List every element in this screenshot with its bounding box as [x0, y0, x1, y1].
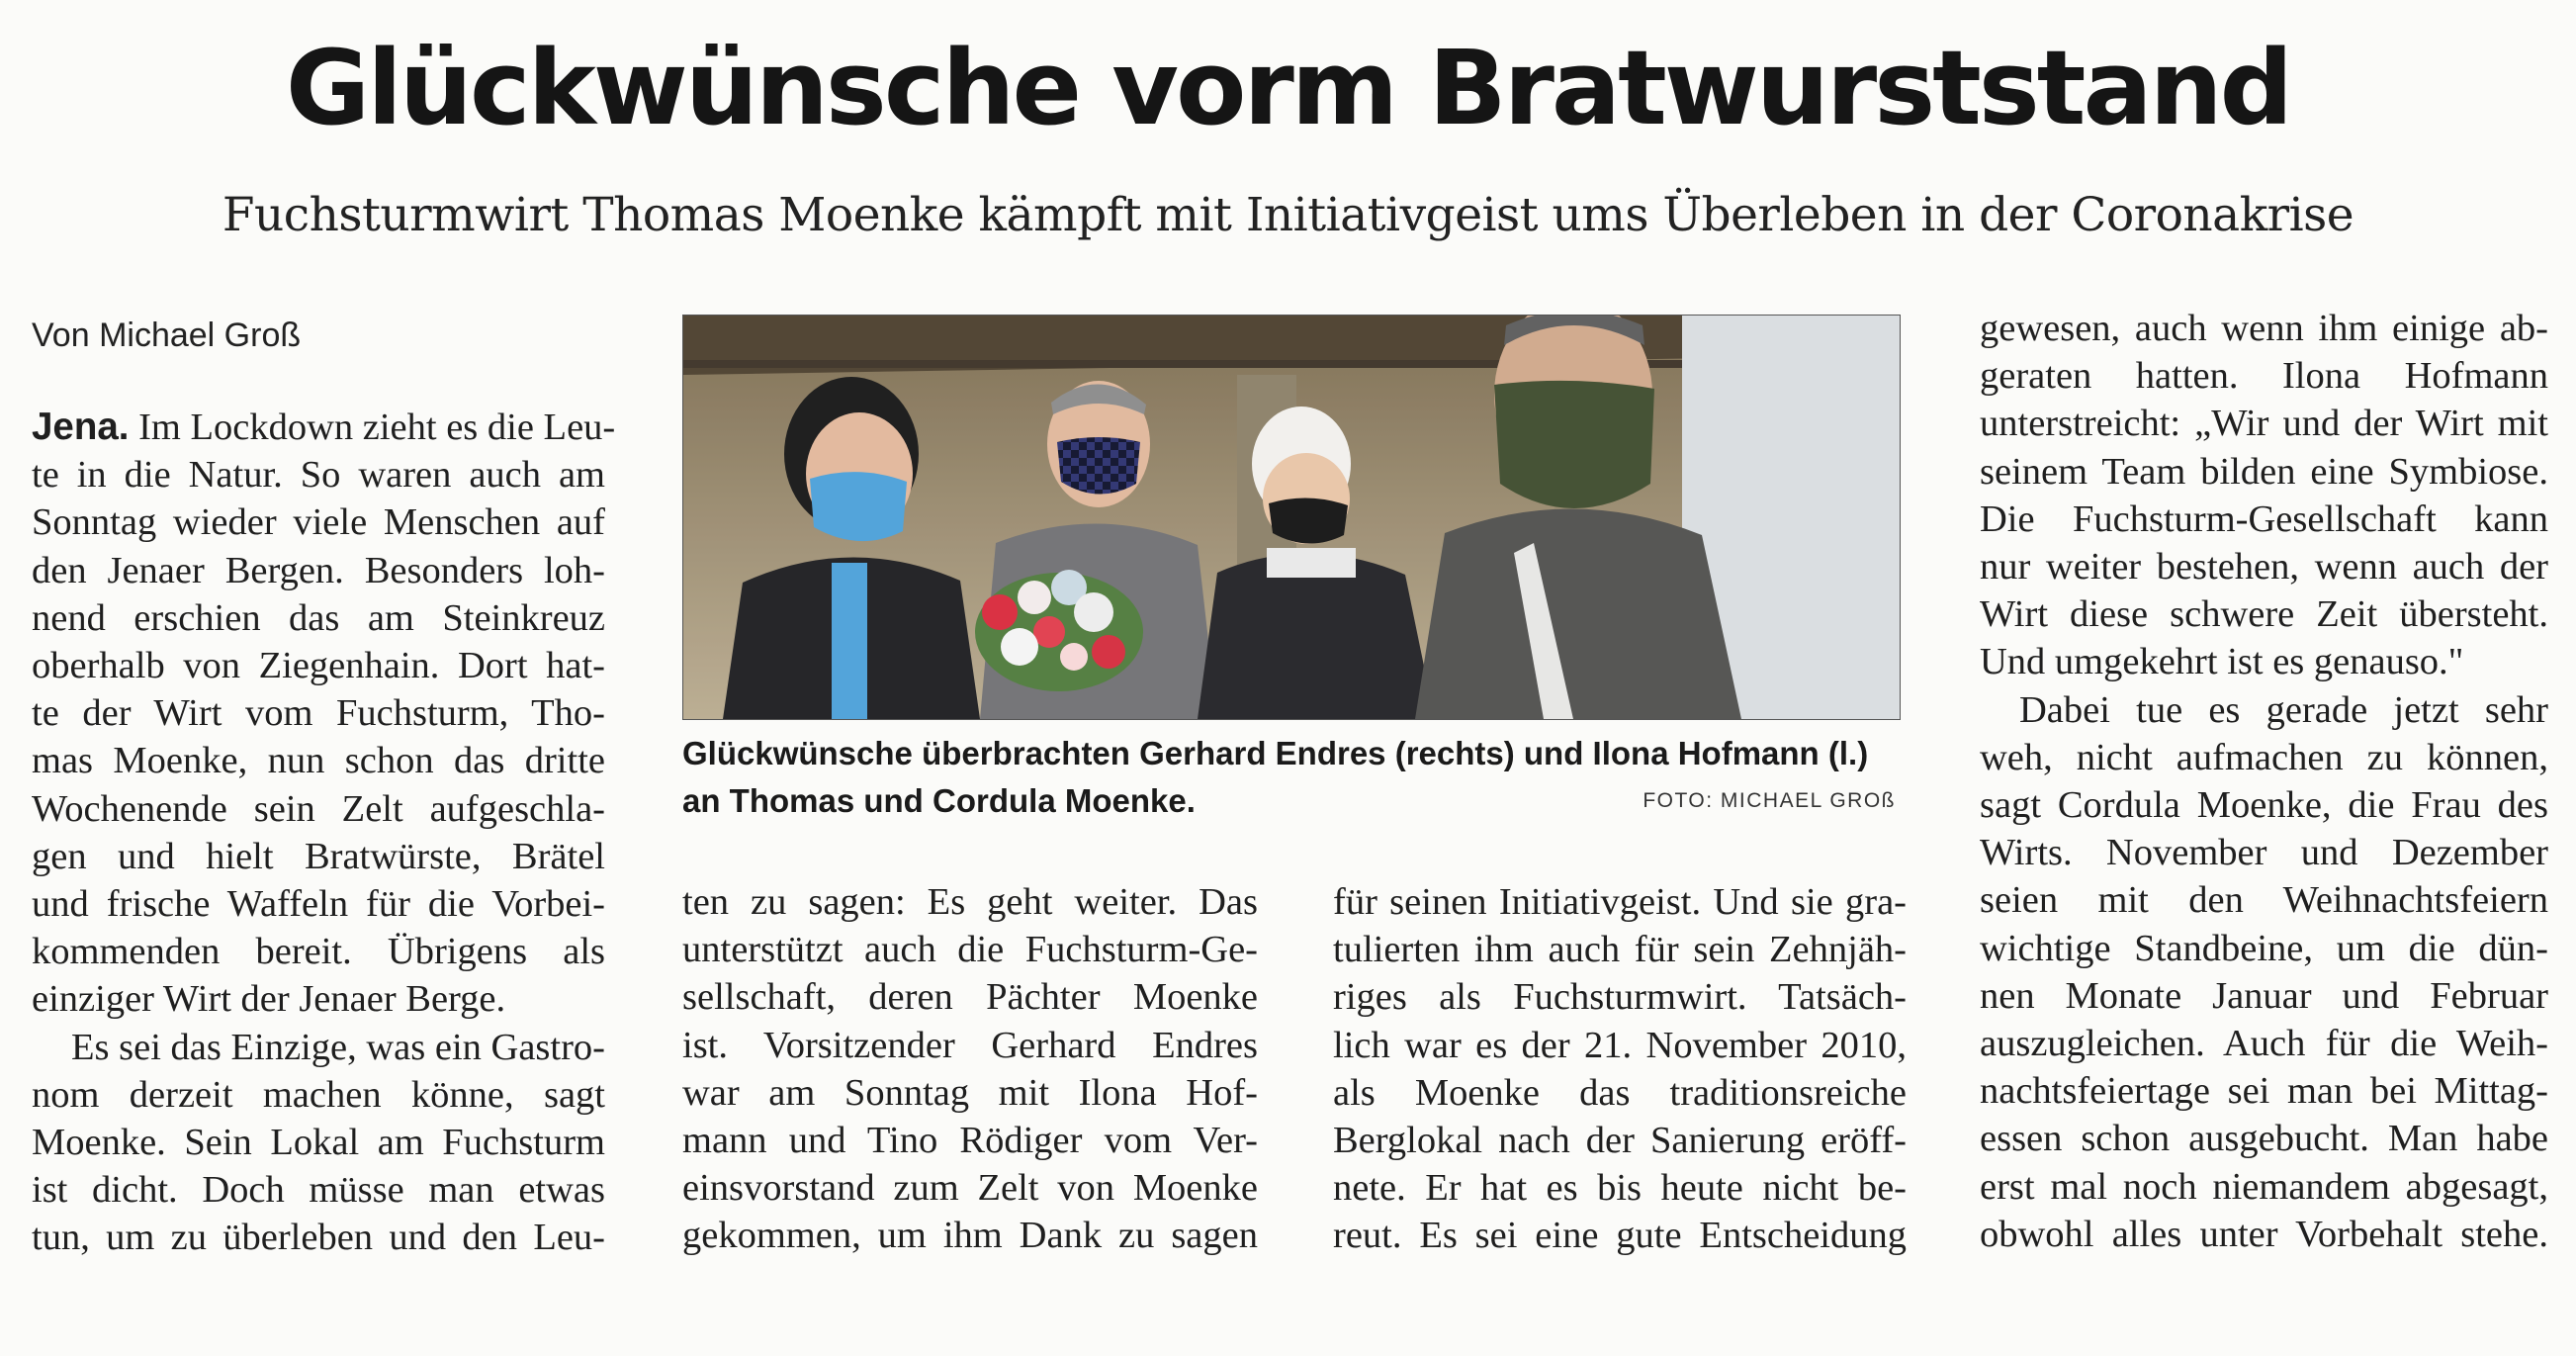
photo-credit: FOTO: MICHAEL GROß	[1643, 789, 1896, 812]
text-line: als Moenke das traditionsreiche	[1333, 1071, 1907, 1114]
text-line: Wochenende sein Zelt aufgeschla-	[32, 787, 605, 830]
text-line: Moenke. Sein Lokal am Fuchsturm	[32, 1122, 605, 1164]
text-line: gekommen, um ihm Dank zu sagen	[682, 1215, 1258, 1257]
text-line: nom derzeit machen könne, sagt	[32, 1073, 605, 1116]
text-line: obwohl alles unter Vorbehalt stehe.	[1980, 1213, 2548, 1255]
text-line: Wirt diese schwere Zeit übersteht.	[1980, 593, 2548, 636]
text-line: lich war es der 21. November 2010,	[1333, 1024, 1907, 1066]
text-line: kommenden bereit. Übrigens als	[32, 931, 605, 973]
text-line: und frische Waffeln für die Vorbei-	[32, 883, 605, 926]
text-line: Und umgekehrt ist es genauso."	[1980, 641, 2464, 683]
text-line: gewesen, auch wenn ihm einige ab-	[1980, 308, 2548, 349]
text-line: nete. Er hat es bis heute nicht be-	[1333, 1167, 1907, 1210]
dateline: Jena.	[32, 406, 130, 448]
text-line: te der Wirt vom Fuchsturm, Tho-	[32, 692, 605, 735]
text-line: auszugleichen. Auch für die Weih-	[1980, 1023, 2548, 1065]
text-line: essen schon ausgebucht. Man habe	[1980, 1118, 2548, 1160]
text-line: Dabei tue es gerade jetzt sehr	[2019, 688, 2548, 731]
text-line: gen und hielt Bratwürste, Brätel	[32, 835, 605, 877]
text-line: nachtsfeiertage sei man bei Mittag-	[1980, 1070, 2548, 1113]
article-column-1	[32, 404, 616, 1262]
article-column-4	[1980, 305, 2548, 1258]
text-line: nen Monate Januar und Februar	[1980, 974, 2548, 1017]
text-line: mas Moenke, nun schon das dritte	[32, 740, 605, 782]
text-line: riges als Fuchsturmwirt. Tatsäch-	[1333, 976, 1907, 1019]
text-line: nend erschien das am Steinkreuz	[32, 596, 605, 639]
text-line: tulierten ihm auch für sein Zehnjäh-	[1333, 929, 1907, 971]
text-line: einziger Wirt der Jenaer Berge.	[32, 978, 506, 1021]
text-line: Sonntag wieder viele Menschen auf	[32, 501, 605, 544]
article-headline: Glückwünsche vorm Bratwurststand	[285, 28, 2291, 148]
text-line: geraten hatten. Ilona Hofmann	[1980, 355, 2548, 398]
text-line: unterstützt auch die Fuchsturm-Ge-	[682, 929, 1258, 971]
text-line: den Jenaer Bergen. Besonders loh-	[32, 549, 605, 591]
byline: Von Michael Groß	[32, 316, 302, 354]
text-line: oberhalb von Ziegenhain. Dort hat-	[32, 645, 605, 687]
text-line: einsvorstand zum Zelt von Moenke	[682, 1167, 1258, 1210]
text-line: erst mal noch niemandem abgesagt,	[1980, 1165, 2548, 1208]
text-line: Wirts. November und Dezember	[1980, 832, 2548, 874]
text-line: für seinen Initiativgeist. Und sie gra-	[1333, 881, 1907, 923]
text-line: unterstreicht: „Wir und der Wirt mit	[1980, 403, 2548, 445]
text-line: ten zu sagen: Es geht weiter. Das	[682, 881, 1258, 923]
text-line: reut. Es sei eine gute Entscheidung	[1333, 1215, 1907, 1257]
text-line: te in die Natur. So waren auch am	[32, 454, 605, 497]
text-line: weh, nicht aufmachen zu können,	[1980, 736, 2548, 778]
article-column-2	[682, 878, 1258, 1260]
text-line: ist. Vorsitzender Gerhard Endres	[682, 1024, 1258, 1066]
text-line: Es sei das Einzige, was ein Gastro-	[71, 1026, 605, 1068]
article-column-3	[1333, 878, 1907, 1260]
text-line: Jena. Im Lockdown zieht es die Leu-	[32, 406, 616, 448]
text-line: Die Fuchsturm-Gesellschaft kann	[1980, 497, 2548, 540]
text-line: ist dicht. Doch müsse man etwas	[32, 1169, 605, 1212]
text-line: tun, um zu überleben und den Leu-	[32, 1217, 605, 1259]
text-line: wichtige Standbeine, um die dün-	[1980, 927, 2548, 969]
text-line: nur weiter bestehen, wenn auch der	[1980, 546, 2548, 588]
text-line: war am Sonntag mit Ilona Hof-	[682, 1071, 1258, 1114]
text-line: mann und Tino Rödiger vom Ver-	[682, 1120, 1258, 1162]
article-photo	[682, 315, 1901, 720]
text-line: seien mit den Weihnachtsfeiern	[1980, 879, 2548, 922]
caption-line: Glückwünsche überbrachten Gerhard Endres (rechts) und Ilona Hofmann (l.)	[682, 735, 1869, 771]
text-line: sagt Cordula Moenke, die Frau des	[1980, 784, 2548, 827]
text-line: Berglokal nach der Sanierung eröff-	[1333, 1120, 1907, 1162]
article-subheadline: Fuchsturmwirt Thomas Moenke kämpft mit Initiativgeist ums Überleben in der Coronakrise	[222, 188, 2354, 242]
text-line: seinem Team bilden eine Symbiose.	[1980, 450, 2548, 493]
text-line: sellschaft, deren Pächter Moenke	[682, 976, 1258, 1019]
caption-line: an Thomas und Cordula Moenke.	[682, 782, 1196, 819]
